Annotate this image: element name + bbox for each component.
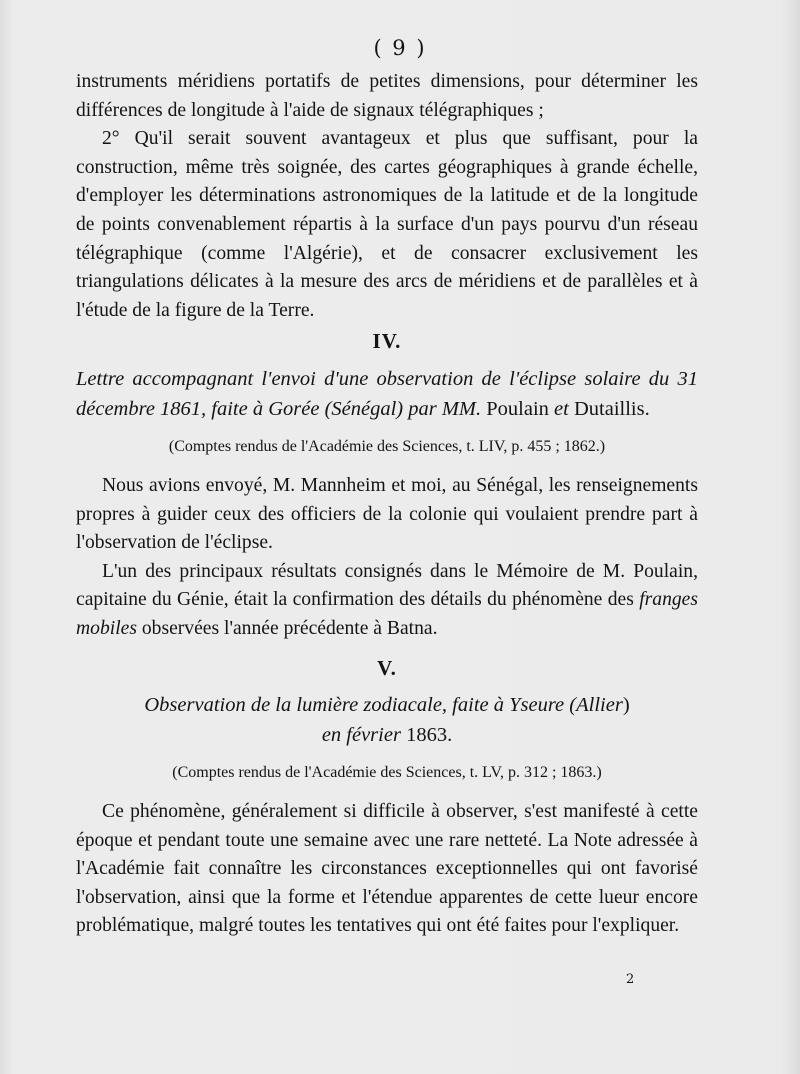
section-v-title-b: Allier: [576, 694, 623, 717]
section-iv-title-name-1: Poulain: [486, 397, 549, 420]
section-iv-numeral: IV.: [372, 329, 402, 354]
paragraph-continuation: instruments méridiens portatifs de petites dimensions, pour déterminer les différences de longitude à l'aide de signaux télégraphiques ;: [76, 71, 698, 121]
section-v-title-line2-a: en février: [321, 724, 401, 747]
section-v-paragraph: Ce phénomène, généralement si difficile à observer, s'est manifesté à cette époque et pendant toute une semaine avec une rare netteté. La Note adressée à l'Académie fait connaître les circonstances exceptionnelles qui ont favorisé l'observation, ainsi que la forme et l'étendue apparentes de cette lueur encore problématique, malgré toutes les tentatives qui ont été faites pour l'expliquer.: [76, 801, 698, 937]
paragraph-item-2: 2° Qu'il serait souvent avantageux et plus que suffisant, pour la construction, même très soignée, des cartes géographiques à grande échelle, d'employer les déterminations astronomiques de la latitude et de la longitude de points convenablement répartis à la surface d'un pays pourvu d'un réseau télégraphique (comme l'Algérie), et de consacrer exclusivement les triangulations délicates à la mesure des arcs de méridiens et de parallèles et à l'étude de la figure de la Terre.: [76, 128, 698, 321]
section-iv-title-italic: Lettre accompagnant l'envoi d'une observation de l'éclipse solaire du 31 décembre 1861, faite à Gorée (Sénégal) par MM.: [76, 367, 698, 420]
section-v-numeral: V.: [377, 655, 397, 680]
section-v-title: [76, 690, 698, 750]
section-iv-paragraph-2-italic: franges mobiles: [76, 589, 698, 639]
section-iv-title-name-2: Dutaillis.: [573, 397, 650, 420]
body-text: [76, 68, 698, 941]
section-iv-reference: (Comptes rendus de l'Académie des Sciences, t. LIV, p. 455 ; 1862.): [168, 437, 606, 455]
section-v-title-line2-b: 1863.: [406, 724, 453, 747]
section-iv-paragraph-1: Nous avions envoyé, M. Mannheim et moi, au Sénégal, les renseignements propres à guider ceux des officiers de la colonie qui voulaient prendre part à l'observation de l'éclipse.: [76, 474, 698, 554]
section-iv-paragraph-2: [76, 558, 698, 644]
folio-signature: 2: [626, 972, 635, 987]
section-v-title-c: ): [622, 694, 630, 717]
section-iv-title-and: et: [554, 397, 569, 420]
section-v-title-a: Observation de la lumière zodiacale, faite à Yseure (: [144, 694, 577, 717]
section-iv-title: [76, 364, 698, 424]
section-iv-paragraph-2-start: L'un des principaux résultats consignés dans le Mémoire de M. Poulain, capitaine du Génie, était la confirmation des détails du phénomène des: [76, 560, 698, 611]
page-number: ( 9 ): [373, 36, 427, 60]
section-v-reference: (Comptes rendus de l'Académie des Sciences, t. LV, p. 312 ; 1863.): [172, 764, 602, 782]
section-iv-paragraph-2-end: observées l'année précédente à Batna.: [141, 617, 438, 639]
